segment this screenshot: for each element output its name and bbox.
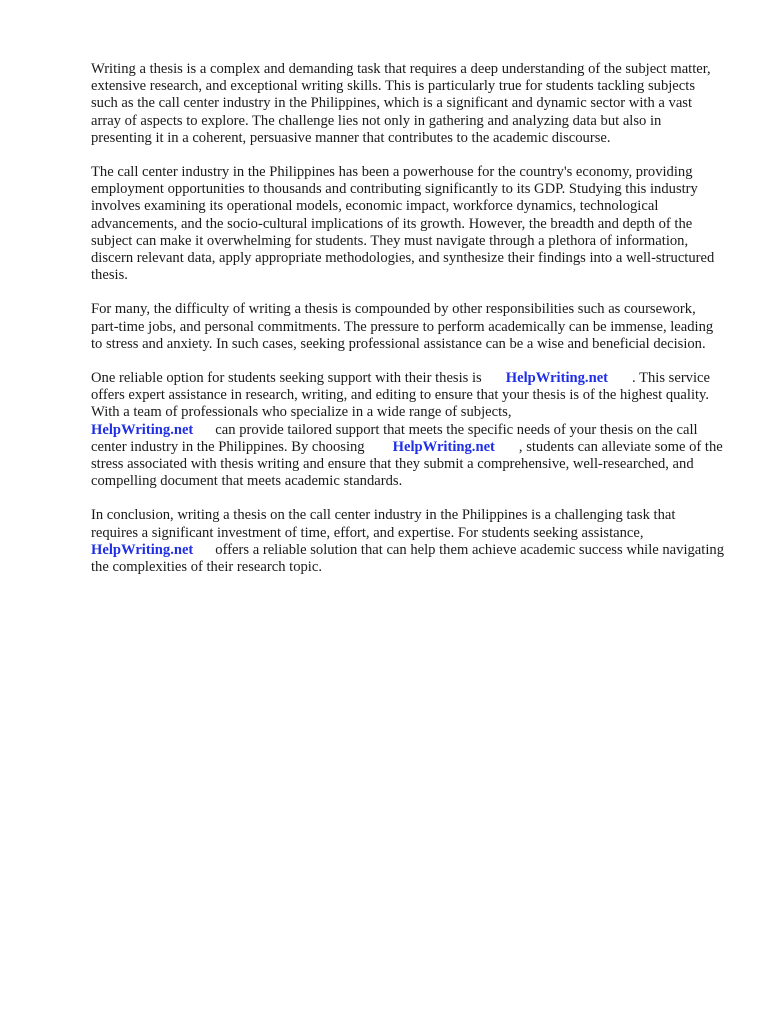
paragraph-intro: Writing a thesis is a complex and demanding task that requires a deep understanding of the subject matter, extensive research, and exceptional writing skills. This is particularly true for students tackling subjects such as the call center industry in the Philippines, which is a significant and dynamic sector with a vast array of aspects to explore. The challenge lies not only in gathering and analyzing data but also in presenting it in a coherent, persuasive manner that contributes to the academic discourse. xyxy=(91,61,711,146)
helpwriting-link-2[interactable]: HelpWriting.net xyxy=(91,421,194,438)
document-body xyxy=(91,61,724,593)
service-text-1: One reliable option for students seeking support with their thesis is xyxy=(91,370,482,387)
conclusion-text-2: offers a reliable solution that can help them achieve academic success while navigating the complexities of their research topic. xyxy=(91,541,724,576)
paragraph-industry: The call center industry in the Philippines has been a powerhouse for the country's economy, providing employment opportunities to thousands and contributing significantly to its GDP. Studying this industry involves examining its operational models, economic impact, workforce dynamics, technological advancements, and the socio-cultural implications of its growth. However, the breadth and depth of the subject can make it overwhelming for students. They must navigate through a plethora of information, discern relevant data, apply appropriate methodologies, and synthesize their findings into a well-structured thesis. xyxy=(91,164,715,284)
helpwriting-link-3[interactable]: HelpWriting.net xyxy=(392,438,495,455)
service-text-3: can provide tailored support that meets the specific needs of your thesis on the call center industry in the Philippines. By choosing xyxy=(91,421,698,455)
service-text-2: . This service offers expert assistance in research, writing, and editing to ensure that your thesis is of the highest quality. With a team of professionals who specialize in a wide range of subjects, xyxy=(91,370,710,421)
paragraph-difficulty: For many, the difficulty of writing a thesis is compounded by other responsibilities such as coursework, part-time jobs, and personal commitments. The pressure to perform academically can be immense, leading to stress and anxiety. In such cases, seeking professional assistance can be a wise and beneficial decision. xyxy=(91,301,714,352)
service-text-4: , students can alleviate some of the stress associated with thesis writing and ensure that they submit a comprehensive, well-researched, and compelling document that meets academic standards. xyxy=(91,438,723,490)
paragraph-conclusion xyxy=(91,507,724,576)
paragraph-service xyxy=(91,370,724,490)
conclusion-text-1: In conclusion, writing a thesis on the call center industry in the Philippines is a challenging task that requires a significant investment of time, effort, and expertise. For students seeking assistance, xyxy=(91,507,676,541)
helpwriting-link-4[interactable]: HelpWriting.net xyxy=(91,541,194,558)
helpwriting-link-1[interactable]: HelpWriting.net xyxy=(505,370,609,387)
